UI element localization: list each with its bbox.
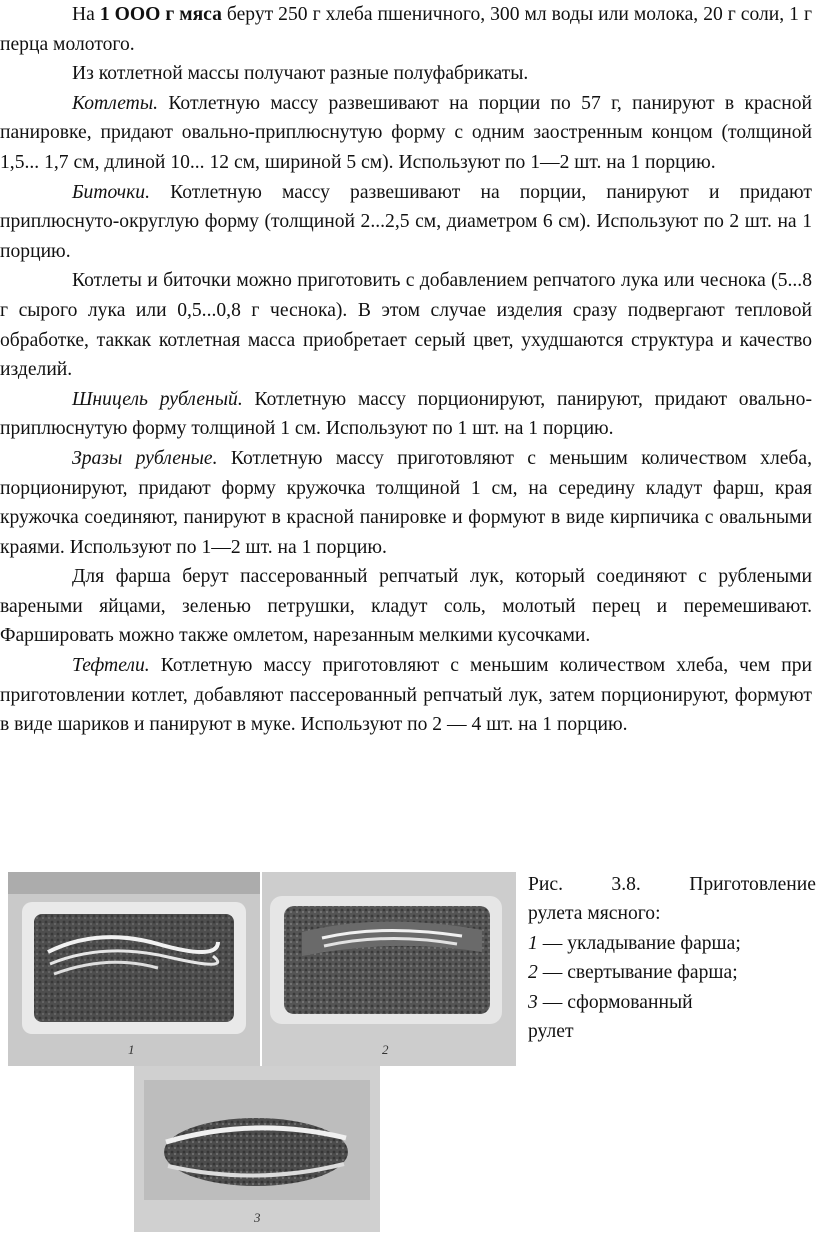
term-zrazy: Зразы рубленые. (72, 447, 218, 469)
caption-last: рулет (528, 1021, 574, 1043)
paragraph-bitochki: Биточки. Котлетную массу развешивают на порции, панируют и придают приплюснуто-округлую форму (толщиной 2...2,5 см, диаметром 6 см). Используют по 2 шт. на 1 порцию. (0, 181, 812, 262)
caption-line-2: рулета мясного: (528, 903, 661, 925)
photo-3-drawing (134, 1066, 380, 1232)
paragraph-2: Из котлетной массы получают разные полуфабрикаты. (72, 63, 529, 85)
caption-item-3: 3 — сформованный (528, 991, 693, 1013)
paragraph-onion: Котлеты и биточки можно приготовить с добавлением репчатого лука или чеснока (5...8 г сырого лука или 0,5...0,8 г чеснока). В этом случае изделия сразу подвергают тепловой обработке, таккак котлетная масса приобретает серый цвет, ухудшаются структура и качество изделий. (0, 270, 812, 381)
paragraph-farsh: Для фарша берут пассерованный репчатый лук, который соединяют с рублеными вареными яйцами, зеленью петрушки, кладут соль, молотый перец и перемешивают. Фаршировать можно также омлетом, нарезанным мелкими кусочками. (0, 566, 812, 647)
paragraph-shnitsel: Шницель рубленый. Котлетную массу порционируют, панируют, придают овально-приплюснутую форму толщиной 1 см. Используют по 1 шт. на 1 порцию. (0, 388, 812, 440)
caption-item-1: 1 — укладывание фарша; (528, 932, 741, 954)
caption-heading: Рис. 3.8. Приготовление (528, 874, 816, 895)
photo-1-label: 1 (128, 1042, 135, 1057)
paragraph-tefteli: Тефтели. Котлетную массу приготовляют с меньшим количеством хлеба, чем при приготовлении котлет, добавляют пассерованный репчатый лук, затем порционируют, формуют в виде шариков и панируют в муке. Используют по 2 — 4 шт. на 1 порцию. (0, 655, 812, 736)
figure-caption (528, 870, 816, 1046)
term-bitochki: Биточки. (72, 181, 151, 203)
photo-3-label: 3 (254, 1210, 261, 1225)
bold-amount: 1 ООО г мяса (99, 4, 222, 25)
photo-2 (262, 872, 516, 1066)
term-tefteli: Тефтели. (72, 655, 150, 677)
photo-2-label: 2 (382, 1042, 389, 1057)
term-kotlety: Котлеты. (72, 92, 158, 114)
term-shnitsel: Шницель рубленый. (72, 388, 243, 410)
photo-1 (8, 872, 260, 1066)
paragraph-zrazy: Зразы рубленые. Котлетную массу приготовляют с меньшим количеством хлеба, порционируют, придают форму кружочка толщиной 1 см, на середину кладут фарш, края кружочка соединяют, панируют в красной панировке и формуют в виде кирпичика с овальными краями. Используют по 1—2 шт. на 1 порцию. (0, 447, 812, 558)
photo-2-drawing (262, 872, 516, 1066)
photo-3 (134, 1066, 380, 1232)
caption-item-2: 2 — свертывание фарша; (528, 962, 738, 984)
paragraph-1: На 1 ООО г мяса берут 250 г хлеба пшеничного, 300 мл воды или молока, 20 г соли, 1 г перца молотого. (0, 4, 812, 55)
photo-1-drawing (8, 872, 260, 1066)
paragraph-kotlety: Котлеты. Котлетную массу развешивают на порции по 57 г, панируют в красной панировке, придают овально-приплюснутую форму с одним заостренным концом (толщиной 1,5... 1,7 см, длиной 10... 12 см, шириной 5 см). Используют по 1—2 шт. на 1 порцию. (0, 92, 812, 173)
